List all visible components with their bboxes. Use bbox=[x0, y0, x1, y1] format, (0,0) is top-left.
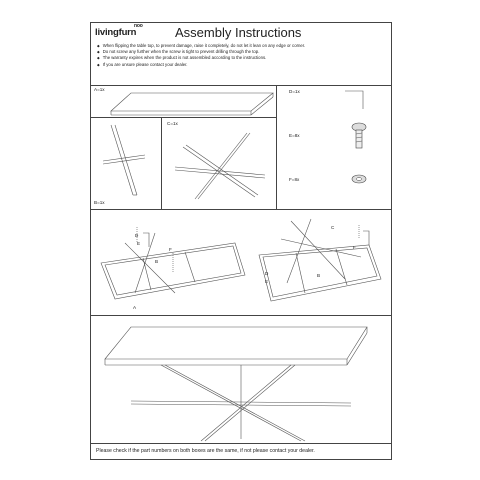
part-f-label: F=8x bbox=[289, 177, 300, 182]
step1-label-a: A bbox=[133, 305, 137, 310]
divider bbox=[91, 85, 391, 86]
screw-icon bbox=[349, 121, 369, 151]
footer-note: Please check if the part numbers on both boxes are the same, if not please contact your dealer. bbox=[96, 448, 315, 454]
step-1-drawing bbox=[95, 213, 255, 313]
step2-label-f: F bbox=[353, 245, 356, 250]
part-e-label: E=8x bbox=[289, 133, 300, 138]
header bbox=[91, 23, 391, 81]
divider bbox=[276, 85, 277, 209]
note-item: ◆ The warranty expires when the product is not assembled according to the instructions. bbox=[97, 55, 305, 61]
leg-c-drawing bbox=[165, 127, 275, 205]
step1-label-e: E bbox=[137, 241, 141, 246]
step2-label-b: B bbox=[317, 273, 321, 278]
brand-logo bbox=[95, 23, 143, 38]
part-d-label: D=1x bbox=[289, 89, 300, 94]
page-title: Assembly Instructions bbox=[175, 25, 302, 40]
brand-tag: noo bbox=[134, 23, 143, 29]
step2-label-d: D bbox=[265, 271, 269, 276]
part-a-label: A=1x bbox=[94, 87, 105, 92]
leg-b-drawing bbox=[99, 121, 159, 199]
step1-label-b: B bbox=[155, 259, 159, 264]
step1-label-d: D bbox=[135, 233, 139, 238]
part-c-label: C=1x bbox=[167, 121, 178, 126]
allen-key-icon bbox=[343, 87, 373, 115]
step2-label-e: E bbox=[265, 279, 269, 284]
assembled-table-drawing bbox=[101, 321, 383, 445]
divider bbox=[91, 117, 276, 118]
brand-name: livingfurn bbox=[95, 27, 137, 38]
table-top-drawing bbox=[101, 91, 276, 117]
instruction-sheet bbox=[90, 22, 392, 460]
note-item: ◆ Do not screw any further when the screw is tight to prevent drilling through the top. bbox=[97, 49, 305, 55]
part-b-label: B=1x bbox=[94, 200, 105, 205]
washer-icon bbox=[349, 173, 369, 185]
step-2-drawing bbox=[251, 209, 391, 313]
note-item: ◆ When flipping the table top, to prevent damage, raise it completely, do not let it lean on any edge or corner. bbox=[97, 43, 305, 49]
note-item: ◆ If you are unsure please contact your dealer. bbox=[97, 62, 305, 68]
step2-label-c: C bbox=[331, 225, 335, 230]
divider bbox=[91, 443, 391, 444]
step1-label-f: F bbox=[169, 247, 172, 252]
divider bbox=[91, 315, 391, 316]
divider bbox=[161, 117, 162, 209]
notes-list bbox=[97, 43, 305, 68]
